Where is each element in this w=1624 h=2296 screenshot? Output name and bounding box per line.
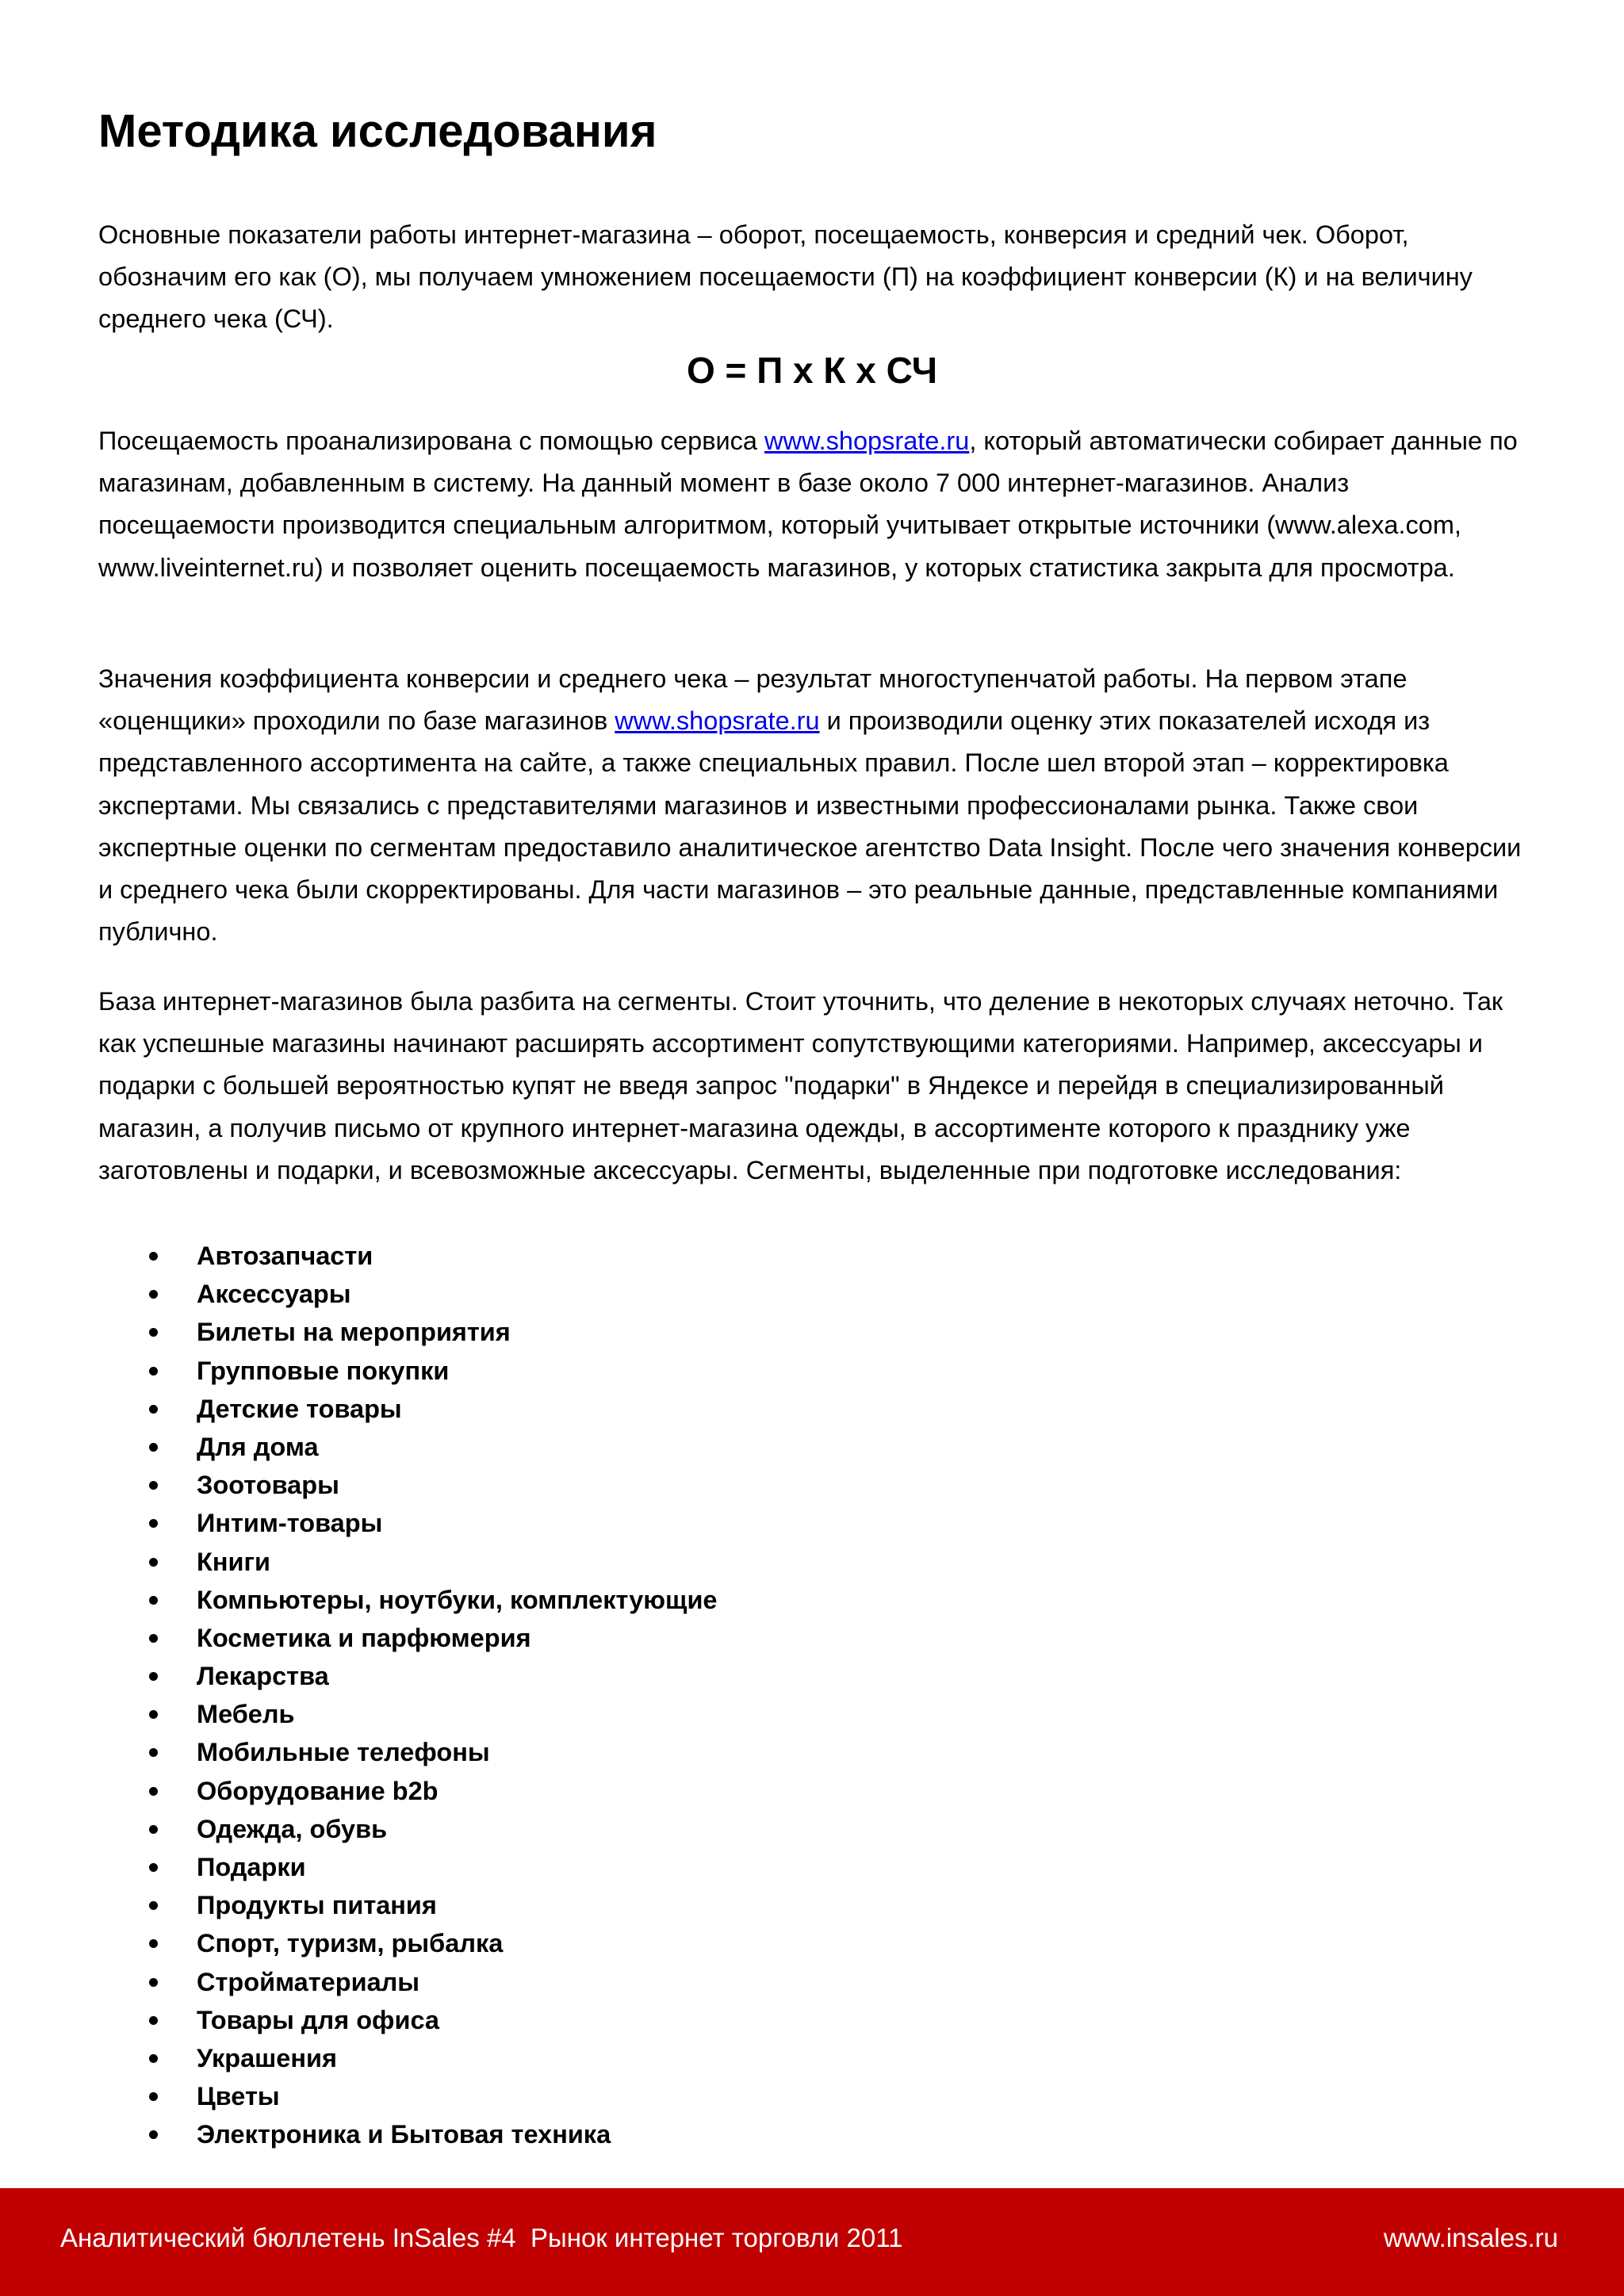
segment-list-item [98, 1772, 718, 1810]
segment-list-item [98, 1733, 718, 1771]
bullet-icon [149, 1290, 158, 1299]
segment-label: Автозапчасти [197, 1242, 373, 1270]
conversion-paragraph [98, 658, 1526, 953]
segment-label: Мебель [197, 1700, 295, 1729]
bullet-icon [149, 1901, 158, 1910]
shopsrate-link[interactable]: www.shopsrate.ru [615, 706, 820, 736]
segment-list-item [98, 1810, 718, 1848]
segment-list-item [98, 2001, 718, 2039]
segment-label: Зоотовары [197, 1471, 339, 1500]
bullet-icon [149, 1443, 158, 1452]
segment-list-item [98, 2077, 718, 2115]
footer-bar [0, 2188, 1624, 2296]
bullet-icon [149, 1558, 158, 1567]
conversion-text-before: Значения коэффициента конверсии и среднего чека – результат многоступенчатой работы. На первом этапе «оценщики» проходили по базе магазинов [98, 664, 1408, 736]
segment-label: Для дома [197, 1432, 319, 1461]
segment-list-item [98, 1695, 718, 1733]
segment-list-item [98, 1428, 718, 1466]
segment-label: Билеты на мероприятия [197, 1318, 511, 1347]
segment-label: Товары для офиса [197, 2005, 440, 2034]
segment-list-item [98, 1352, 718, 1390]
bullet-icon [149, 1252, 158, 1261]
bullet-icon [149, 2092, 158, 2101]
segment-list-item [98, 1963, 718, 2001]
page-title: Методика исследования [98, 105, 657, 157]
segment-label: Электроника и Бытовая техника [197, 2120, 611, 2149]
traffic-text-before: Посещаемость проанализирована с помощью сервиса [98, 427, 764, 455]
segment-label: Стройматериалы [197, 1967, 420, 1996]
bullet-icon [149, 1825, 158, 1834]
bullet-icon [149, 1634, 158, 1643]
segment-label: Компьютеры, ноутбуки, комплектующие [197, 1585, 718, 1614]
bullet-icon [149, 1596, 158, 1605]
traffic-text-after: , который автоматически собирает данные по магазинам, добавленным в систему. На данный момент в базе около 7 000 интернет-магазинов. Анализ посещаемости производится специальным алгоритмом, который учитывает открытые источники (www.alexa.com, www.liveinternet.ru) и позволяет оценить посещаемость магазинов, у которых статистика закрыта для просмотра. [98, 427, 1518, 582]
segment-label: Одежда, обувь [197, 1814, 388, 1843]
bullet-icon [149, 1672, 158, 1681]
segment-list-item [98, 1275, 718, 1313]
bullet-icon [149, 1481, 158, 1490]
bullet-icon [149, 1367, 158, 1376]
formula: О = П x К x СЧ [686, 350, 938, 391]
segment-list-item [98, 2115, 718, 2153]
bullet-icon [149, 1405, 158, 1414]
segment-list-item [98, 1619, 718, 1657]
segment-list-item [98, 1466, 718, 1504]
bullet-icon [149, 1978, 158, 1987]
segment-label: Интим-товары [197, 1509, 383, 1538]
segment-label: Косметика и парфюмерия [197, 1623, 531, 1652]
segment-label: Лекарства [197, 1662, 329, 1691]
segment-label: Продукты питания [197, 1891, 437, 1920]
bullet-icon [149, 1328, 158, 1337]
footer-bulletin-title: Аналитический бюллетень InSales #4 Рынок интернет торговли 2011 [60, 2223, 903, 2252]
segment-list-item [98, 1237, 718, 1275]
segment-label: Оборудование b2b [197, 1776, 439, 1805]
segment-list-item [98, 1581, 718, 1619]
segments-intro-paragraph: База интернет-магазинов была разбита на сегменты. Стоит уточнить, что деление в некоторых случаях неточно. Так как успешные магазины начинают расширять ассортимент сопутствующими категориями. Например, аксессуары и подарки с большей вероятностью купят не введя запрос "подарки" в Яндексе и перейдя в специализированный магазин, а получив письмо от крупного интернет-магазина одежды, в ассортименте которого к празднику уже заготовлены и подарки, и всевозможные аксессуары. Сегменты, выделенные при подготовке исследования: [98, 987, 1503, 1184]
segment-list-item [98, 1657, 718, 1695]
segment-label: Мобильные телефоны [197, 1738, 490, 1767]
segment-label: Подарки [197, 1853, 306, 1881]
bullet-icon [149, 1748, 158, 1757]
footer-website-link[interactable]: www.insales.ru [1383, 2223, 1558, 2252]
segment-label: Украшения [197, 2043, 337, 2072]
conversion-text-after: и производили оценку этих показателей исходя из представленного ассортимента на сайте, а также специальных правил. После шел второй этап – корректировка экспертами. Мы связались с представителями магазинов и известными профессионалами рынка. Также свои экспертные оценки по сегментам предоставило аналитическое агентство Data Insight. После чего значения конверсии и среднего чека были скорректированы. Для части магазинов – это реальные данные, представленные компаниями публично. [98, 706, 1522, 947]
segment-list-item [98, 1886, 718, 1924]
segment-list-item [98, 2039, 718, 2077]
bullet-icon [149, 2016, 158, 2025]
shopsrate-link[interactable]: www.shopsrate.ru [764, 427, 970, 455]
segment-label: Аксессуары [197, 1280, 351, 1309]
bullet-icon [149, 2054, 158, 2063]
segment-list-item [98, 1543, 718, 1581]
segment-list-item [98, 1848, 718, 1886]
segment-list-item [98, 1504, 718, 1542]
bullet-icon [149, 1710, 158, 1719]
segment-list-item [98, 1313, 718, 1351]
segment-label: Групповые покупки [197, 1356, 450, 1385]
intro-paragraph: Основные показатели работы интернет-магазина – оборот, посещаемость, конверсия и средний чек. Оборот, обозначим его как (О), мы получаем умножением посещаемости (П) на коэффициент конверсии (К) и на величину среднего чека (СЧ). [98, 220, 1473, 334]
segment-label: Книги [197, 1547, 270, 1576]
traffic-paragraph [98, 420, 1526, 589]
segment-label: Детские товары [197, 1394, 402, 1423]
bullet-icon [149, 1787, 158, 1796]
bullet-icon [149, 1519, 158, 1528]
segment-label: Цветы [197, 2082, 280, 2111]
bullet-icon [149, 1939, 158, 1948]
segment-list [98, 1237, 718, 2154]
segment-list-item [98, 1390, 718, 1428]
segment-label: Спорт, туризм, рыбалка [197, 1929, 504, 1958]
bullet-icon [149, 2130, 158, 2139]
segment-list-item [98, 1924, 718, 1962]
bullet-icon [149, 1863, 158, 1872]
